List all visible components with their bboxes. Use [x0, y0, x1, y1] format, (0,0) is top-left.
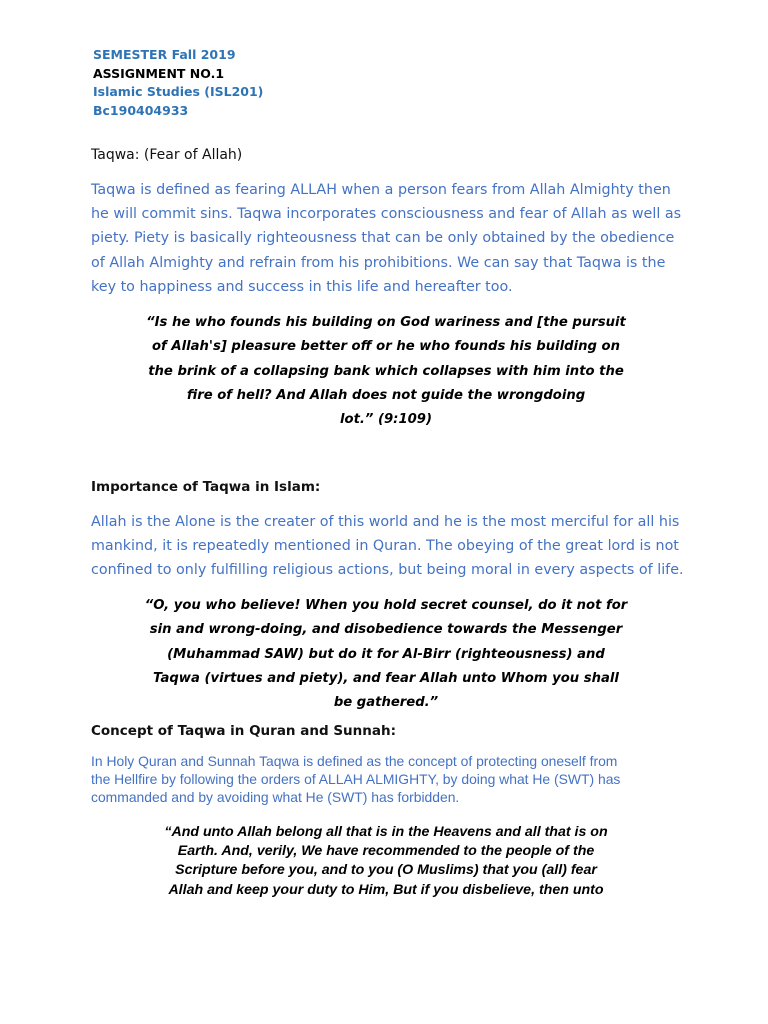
quote-block-secret-counsel: [96, 594, 676, 715]
quote-block-9-109: [96, 311, 676, 432]
paragraph-line: commanded and by avoiding what He (SWT) has forbidden.: [91, 789, 460, 805]
quote-line: “And unto Allah belong all that is in the Heavens and all that is on: [164, 824, 608, 840]
quote-line: be gathered.”: [333, 695, 439, 711]
quote-line: (Muhammad SAW) but do it for Al-Birr (righteousness) and: [167, 646, 605, 662]
paragraph-line: confined to only fulfilling religious actions, but being moral in every aspects of life.: [91, 562, 684, 579]
section-paragraph-taqwa: [91, 178, 691, 299]
quote-block-heavens-earth: [96, 823, 676, 900]
semester-line: SEMESTER Fall 2019: [93, 47, 236, 62]
section-heading-taqwa: Taqwa: (Fear of Allah): [91, 147, 243, 163]
quote-line: Earth. And, verily, We have recommended to the people of the: [177, 843, 595, 860]
paragraph-line: mankind, it is repeatedly mentioned in Quran. The obeying of the great lord is not: [91, 538, 679, 555]
quote-line: Allah and keep your duty to Him, But if you disbelieve, then unto: [168, 881, 604, 898]
student-id-line: Bc190404933: [93, 102, 189, 118]
paragraph-line: Allah is the Alone is the creater of this world and he is the most merciful for all his: [91, 514, 680, 530]
paragraph-line: In Holy Quran and Sunnah Taqwa is defined as the concept of protecting oneself from: [91, 753, 618, 769]
section-heading-importance: Importance of Taqwa in Islam:: [91, 479, 321, 495]
paragraph-line: Taqwa is defined as fearing ALLAH when a person fears from Allah Almighty then: [91, 182, 671, 198]
section-paragraph-concept: [91, 752, 691, 806]
assignment-line: ASSIGNMENT NO.1: [93, 65, 225, 81]
quote-line: sin and wrong-doing, and disobedience towards the Messenger: [149, 622, 623, 638]
quote-line: lot.” (9:109): [339, 412, 432, 428]
quote-line: Scripture before you, and to you (O Muslims) that you (all) fear: [175, 862, 597, 879]
assignment-header: [93, 46, 263, 120]
paragraph-line: piety. Piety is basically righteousness that can be only obtained by the obedience: [91, 230, 675, 247]
course-line: Islamic Studies (ISL201): [93, 84, 264, 99]
quote-line: “Is he who founds his building on God wariness and [the pursuit: [146, 315, 626, 330]
quote-line: of Allah's] pleasure better off or he who founds his building on: [152, 339, 620, 355]
quote-line: the brink of a collapsing bank which collapses with him into the: [148, 363, 624, 379]
paragraph-line: the Hellfire by following the orders of ALLAH ALMIGHTY, by doing what He (SWT) has: [91, 771, 621, 787]
paragraph-line: he will commit sins. Taqwa incorporates consciousness and fear of Allah as well as: [91, 206, 682, 223]
paragraph-line: of Allah Almighty and refrain from his prohibitions. We can say that Taqwa is the: [91, 254, 666, 271]
quote-line: Taqwa (virtues and piety), and fear Allah unto Whom you shall: [153, 670, 619, 686]
section-paragraph-importance: [91, 510, 691, 583]
section-heading-concept: Concept of Taqwa in Quran and Sunnah:: [91, 723, 397, 739]
quote-line: fire of hell? And Allah does not guide the wrongdoing: [186, 387, 586, 403]
quote-line: “O, you who believe! When you hold secret counsel, do it not for: [144, 598, 628, 613]
paragraph-line: key to happiness and success in this life and hereafter too.: [91, 278, 513, 295]
